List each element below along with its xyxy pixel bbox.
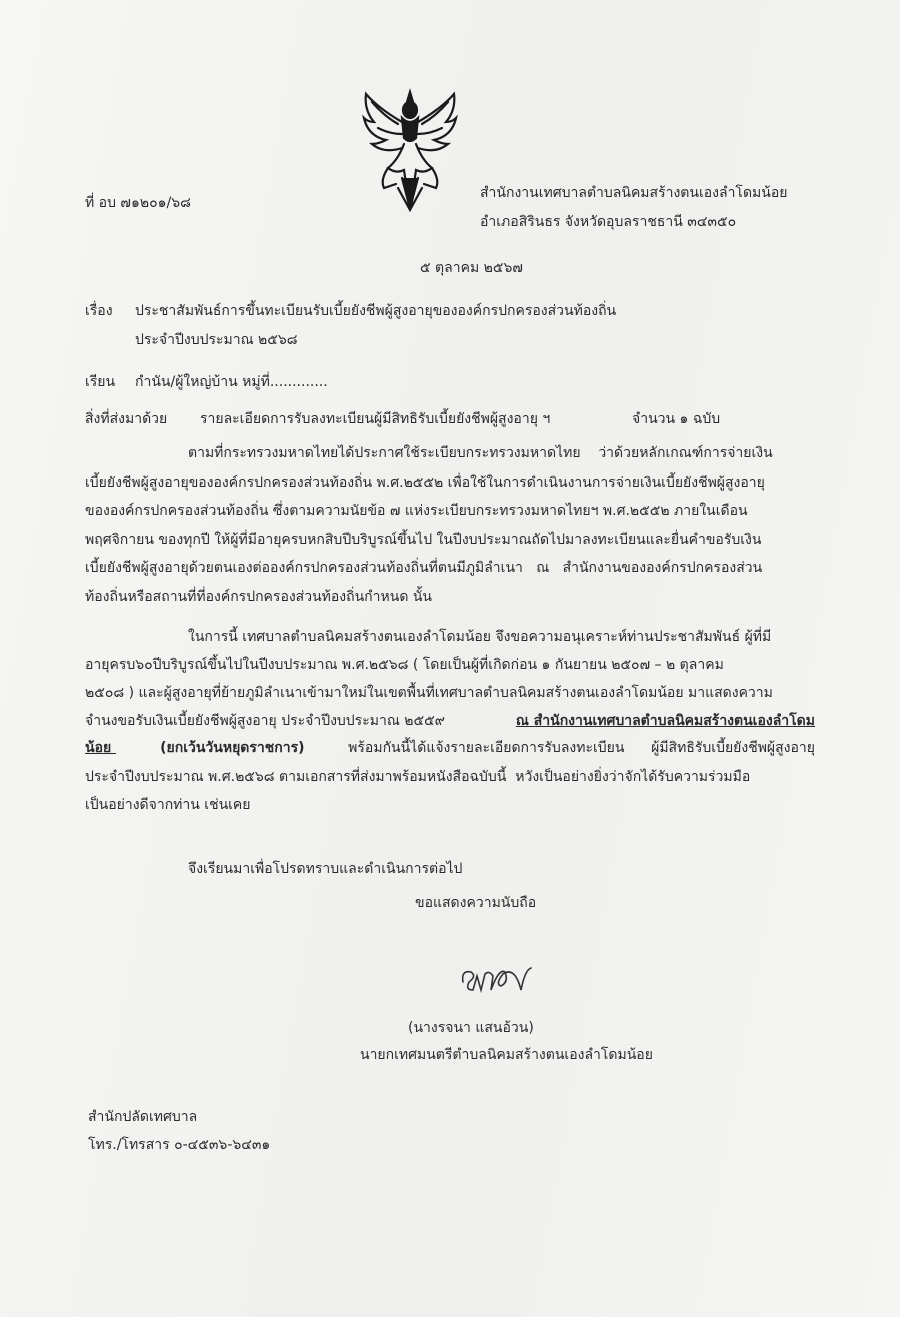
paragraph-1-line: ท้องถิ่นหรือสถานที่ที่องค์กรปกครองส่วนท้องถิ่นกำหนด นั้น [85, 589, 432, 605]
office-name: สำนักงานเทศบาลตำบลนิคมสร้างตนเองลำโดมน้อย [480, 185, 788, 201]
paragraph-2-line [85, 738, 815, 758]
paragraph-text: พฤศจิกายน ของทุกปี ให้ผู้ที่มีอายุครบหกสิบปีบริบูรณ์ขึ้นไป ในปีงบประมาณถัดไปมาลงทะเบียนและยื่นคำขอรับเงิน [85, 532, 762, 548]
holiday-note: (ยกเว้นวันหยุดราชการ) [155, 740, 305, 756]
emphasized-location: น้อย [85, 740, 117, 756]
paragraph-2-line [188, 627, 815, 647]
paragraph-text: เบี้ยยังชีพผู้สูงอายุด้วยตนเองต่อองค์กรปกครองส่วนท้องถิ่นที่ตนมีภูมิลำเนา ณ สำนักงานขององค์กรปกครองส่วน [85, 560, 763, 576]
paragraph-text: พร้อมกันนี้ได้แจ้งรายละเอียดการรับลงทะเบียน ผู้มีสิทธิรับเบี้ยยังชีพผู้สูงอายุ [343, 740, 815, 756]
paragraph-text: อายุครบ๖๐ปีบริบูรณ์ขึ้นไปในปีงบประมาณ พ.ศ.๒๕๖๘ ( โดยเป็นผู้ที่เกิดก่อน ๑ กันยายน ๒๕๐๗ – ๒ ตุลาคม [85, 657, 724, 673]
paragraph-text: ขององค์กรปกครองส่วนท้องถิ่น ซึ่งตามความนัยข้อ ๗ แห่งระเบียบกระทรวงมหาดไทยฯ พ.ศ.๒๕๕๒ ภายในเดือน [85, 503, 748, 519]
letter-date: ๕ ตุลาคม ๒๕๖๗ [420, 260, 523, 276]
handwritten-signature [455, 960, 545, 1000]
to-label: เรียน [85, 374, 116, 390]
paragraph-2-line [85, 767, 815, 787]
subject-line-2: ประจำปีงบประมาณ ๒๕๖๘ [135, 332, 298, 348]
signer-title: นายกเทศมนตรีตำบลนิคมสร้างตนเองลำโดมน้อย [360, 1047, 653, 1063]
paragraph-2-line [85, 683, 815, 703]
paragraph-1-line [85, 473, 815, 493]
footer-phone: โทร./โทรสาร ๐-๔๕๓๖-๖๔๓๑ [88, 1137, 271, 1153]
paragraph-1-line [188, 443, 815, 463]
paragraph-1-line [85, 530, 815, 550]
subject-line-1: ประชาสัมพันธ์การขึ้นทะเบียนรับเบี้ยยังชีพผู้สูงอายุขององค์กรปกครองส่วนท้องถิ่น [135, 303, 617, 319]
footer-department: สำนักปลัดเทศบาล [88, 1109, 198, 1125]
paragraph-text: จำนงขอรับเงินเบี้ยยังชีพผู้สูงอายุ ประจำปีงบประมาณ ๒๕๕๙ [85, 713, 450, 729]
reference-number: ที่ อบ ๗๑๒๐๑/๖๘ [85, 195, 191, 211]
emphasized-location: ณ สำนักงานเทศบาลตำบลนิคมสร้างตนเองลำโดม [515, 713, 815, 729]
office-address: อำเภอสิรินธร จังหวัดอุบลราชธานี ๓๔๓๕๐ [480, 214, 737, 230]
enclosure-label: สิ่งที่ส่งมาด้วย [85, 411, 168, 427]
subject-label: เรื่อง [85, 303, 113, 319]
paragraph-2-line [85, 711, 815, 731]
enclosure-count: จำนวน ๑ ฉบับ [632, 411, 721, 427]
paragraph-text: เบี้ยยังชีพผู้สูงอายุขององค์กรปกครองส่วนท้องถิ่น พ.ศ.๒๕๕๒ เพื่อใช้ในการดำเนินงานการจ่ายเงินเบี้ยยังชีพผู้สูงอายุ [85, 475, 765, 491]
paragraph-2-line: เป็นอย่างดีจากท่าน เช่นเคย [85, 797, 251, 813]
signer-name: (นางรจนา แสนอ้วน) [408, 1020, 534, 1036]
paragraph-1-line [85, 501, 815, 521]
paragraph-1-line [85, 558, 815, 578]
paragraph-text: ในการนี้ เทศบาลตำบลนิคมสร้างตนเองลำโดมน้อย จึงขอความอนุเคราะห์ท่านประชาสัมพันธ์ ผู้ที่มี [188, 629, 772, 645]
paragraph-2-line [85, 655, 815, 675]
to-recipient: กำนัน/ผู้ใหญ่บ้าน หมู่ที่............. [135, 374, 328, 390]
enclosure-item: รายละเอียดการรับลงทะเบียนผู้มีสิทธิรับเบี้ยยังชีพผู้สูงอายุ ฯ [200, 411, 551, 427]
closing-regards: ขอแสดงความนับถือ [415, 895, 537, 911]
paragraph-text: ๒๕๐๘ ) และผู้สูงอายุที่ย้ายภูมิลำเนาเข้ามาใหม่ในเขตพื้นที่เทศบาลตำบลนิคมสร้างตนเองลำโดมน้อย มาแสดงความ [85, 685, 773, 701]
paragraph-text: ประจำปีงบประมาณ พ.ศ.๒๕๖๘ ตามเอกสารที่ส่งมาพร้อมหนังสือฉบับนี้ หวังเป็นอย่างยิ่งว่าจักได้รับความร่วมมือ [85, 769, 751, 785]
closing-request: จึงเรียนมาเพื่อโปรดทราบและดำเนินการต่อไป [188, 861, 463, 877]
garuda-emblem-icon [358, 88, 463, 213]
paragraph-text: ตามที่กระทรวงมหาดไทยได้ประกาศใช้ระเบียบกระทรวงมหาดไทย ว่าด้วยหลักเกณฑ์การจ่ายเงิน [188, 445, 773, 461]
